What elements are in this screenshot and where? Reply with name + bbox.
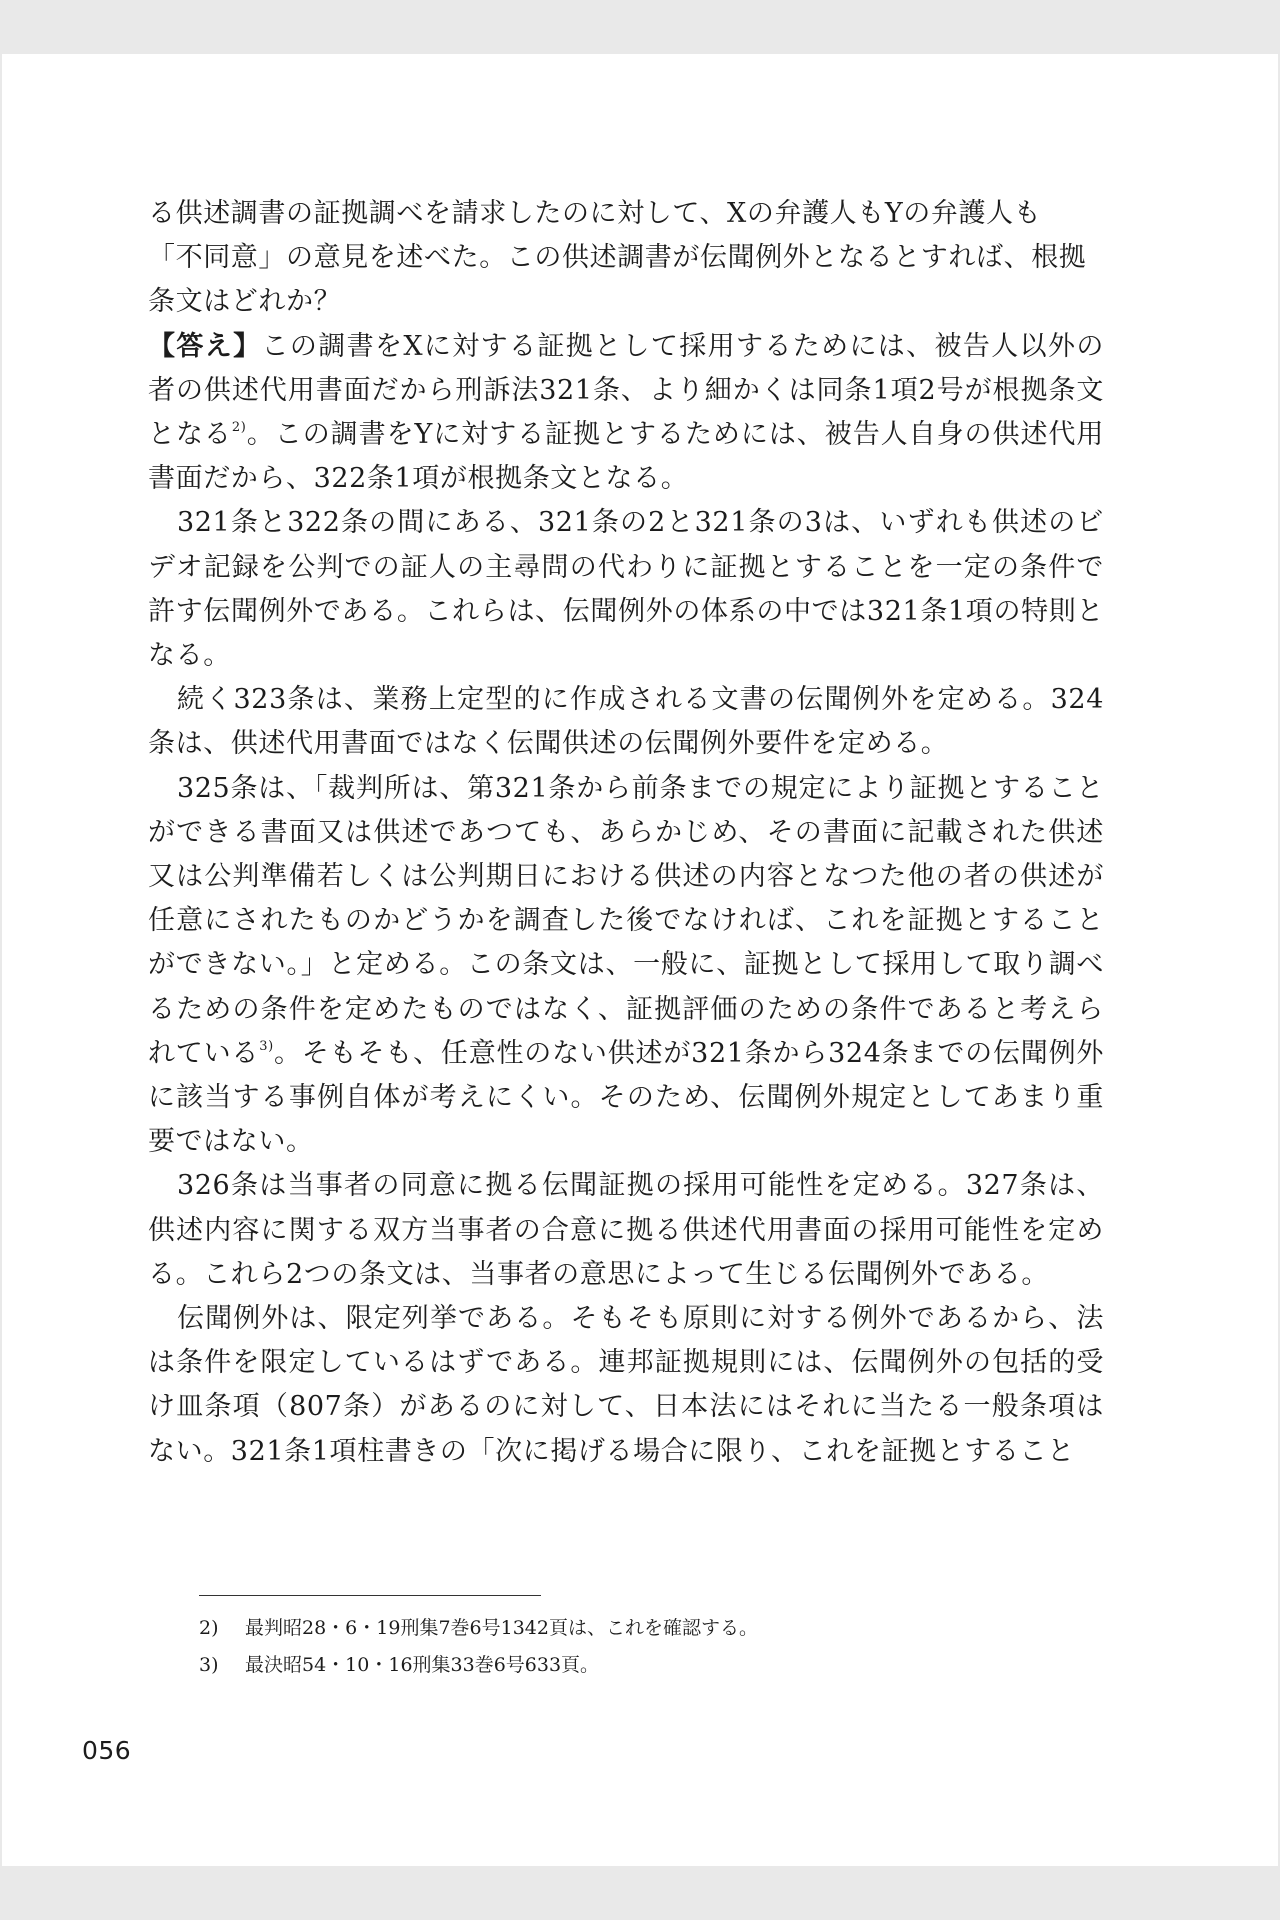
footnote-text: 最決昭54・10・16刑集33巻6号633頁。 xyxy=(245,1654,600,1676)
question-line: 条文はどれか？ xyxy=(148,286,342,318)
paragraph-325-text-2: 。そもそも、任意性のない供述が321条から324条までの伝聞例外に該当する事例自体が考えにくい。そのため、伝聞例外規定としてあまり重要ではない。 xyxy=(148,1037,1104,1158)
footnote-number: 2) xyxy=(199,1617,219,1639)
book-page xyxy=(2,54,1278,1866)
bottom-margin-band xyxy=(0,1866,1280,1920)
page-number: 056 xyxy=(82,1736,132,1765)
answer-text-2: 。この調書をYに対する証拠とするためには、被告人自身の供述代用書面だから、322条1項が根拠条文となる。 xyxy=(148,419,1104,495)
question-line: 「不同意」の意見を述べた。この供述調書が伝聞例外となるとすれば、根拠 xyxy=(148,242,1087,274)
footnote-text: 最判昭28・6・19刑集7巻6号1342頁は、これを確認する。 xyxy=(245,1617,758,1639)
footnote-ref-3: 3) xyxy=(259,1038,274,1054)
paragraph-hearsay-exceptions: 伝聞例外は、限定列挙である。そもそも原則に対する例外であるから、法は条件を限定しているはずである。連邦証拠規則には、伝聞例外の包括的受け皿条項（807条）があるのに対して、日本法にはそれに当たる一般条項はない。321条1項柱書きの「次に掲げる場合に限り、これを証拠とすること xyxy=(148,1303,1104,1467)
paragraph-325-text-1: 325条は、「裁判所は、第321条から前条までの規定により証拠とすることができる書面又は供述であつても、あらかじめ、その書面に記載された供述又は公判準備若しくは公判期日における供述の内容となつた他の者の供述が任意にされたものかどうかを調査した後でなければ、これを証拠とすることができない。」と定める。この条文は、一般に、証拠として採用して取り調べるための条件を定めたものではなく、証拠評価のための条件であると考えられている xyxy=(148,772,1104,1069)
paragraph-323-324: 続く323条は、業務上定型的に作成される文書の伝聞例外を定める。324条は、供述代用書面ではなく伝聞供述の伝聞例外要件を定める。 xyxy=(148,684,1104,760)
footnotes xyxy=(199,1610,1099,1684)
footnote-divider xyxy=(199,1595,541,1596)
footnote-item xyxy=(199,1610,1099,1647)
answer-label: 【答え】 xyxy=(148,330,262,362)
answer-paragraph xyxy=(148,325,1104,502)
top-margin-band xyxy=(0,0,1280,54)
footnote-ref-2: 2) xyxy=(231,420,247,436)
footnote-number: 3) xyxy=(199,1654,219,1676)
footnote-item xyxy=(199,1647,1099,1684)
body-text xyxy=(148,192,1104,1474)
paragraph-325 xyxy=(148,767,1104,1165)
question-line: る供述調書の証拠調べを請求したのに対して、Xの弁護人もYの弁護人も xyxy=(148,198,1042,229)
answer-text-1: この調書をXに対する証拠として採用するためには、被告人以外の者の供述代用書面だから刑訴法321条、より細かくは同条1項2号が根拠条文となる xyxy=(148,330,1104,451)
paragraph-326-327: 326条は当事者の同意に拠る伝聞証拠の採用可能性を定める。327条は、供述内容に関する双方当事者の合意に拠る供述代用書面の採用可能性を定める。これら2つの条文は、当事者の意思によって生じる伝聞例外である。 xyxy=(148,1170,1104,1290)
paragraph-321-322: 321条と322条の間にある、321条の2と321条の3は、いずれも供述のビデオ記録を公判での証人の主尋問の代わりに証拠とすることを一定の条件で許す伝聞例外である。これらは、伝聞例外の体系の中では321条1項の特則となる。 xyxy=(148,507,1104,672)
